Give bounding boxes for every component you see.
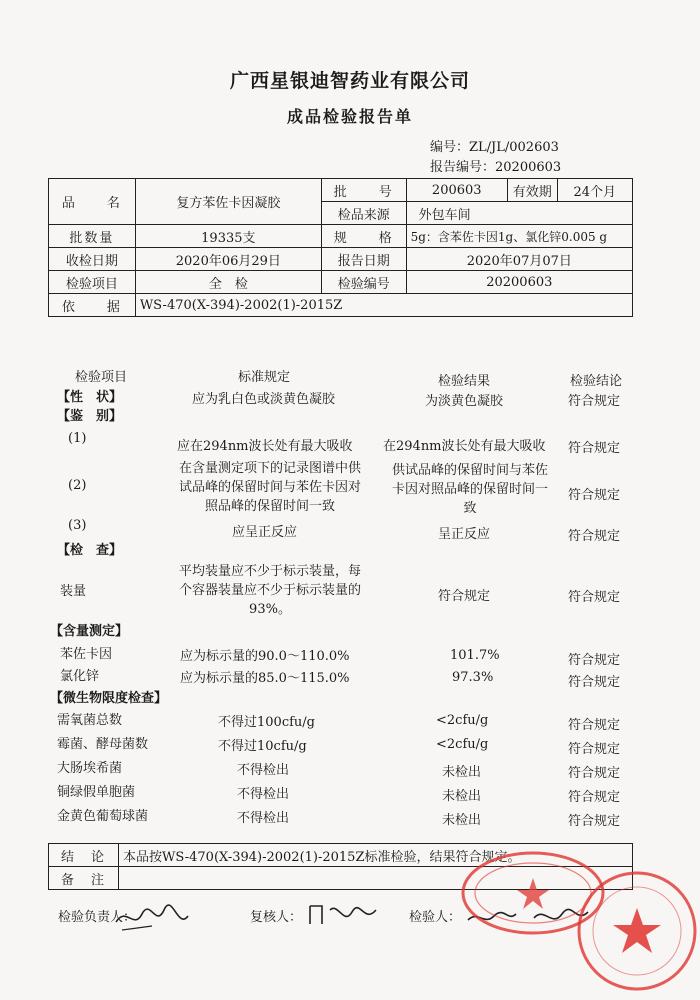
inspection-number-value: 20200603 bbox=[406, 271, 632, 294]
zinc-chloride-result: 97.3% bbox=[452, 670, 494, 685]
mold-yeast-conclusion: 符合规定 bbox=[568, 742, 621, 757]
fill-label: 装量 bbox=[60, 584, 87, 599]
ident-2-result-line-2: 卡因对照品峰的保留时间一 bbox=[391, 482, 548, 497]
batch-label: 批 号 bbox=[321, 179, 406, 202]
supervisor-signature bbox=[112, 900, 192, 936]
benzocaine-standard: 应为标示量的90.0～110.0% bbox=[180, 649, 350, 664]
aerobic-conclusion: 符合规定 bbox=[568, 718, 621, 733]
mold-yeast-result: <2cfu/g bbox=[436, 737, 489, 752]
ident-3-label: (3) bbox=[68, 518, 87, 533]
reviewer-label: 复核人： bbox=[250, 910, 303, 925]
supervisor-label: 检验负责人： bbox=[58, 910, 137, 925]
ecoli-conclusion: 符合规定 bbox=[568, 766, 621, 781]
staphylococcus-result: 未检出 bbox=[442, 813, 482, 828]
ecoli-standard: 不得检出 bbox=[237, 763, 290, 778]
ident-2-conclusion: 符合规定 bbox=[568, 488, 621, 503]
conclusion-label: 结 论 bbox=[49, 844, 119, 867]
pseudomonas-conclusion: 符合规定 bbox=[568, 790, 621, 805]
staphylococcus-standard: 不得检出 bbox=[237, 811, 290, 826]
fill-result: 符合规定 bbox=[438, 589, 491, 604]
inspection-number-label: 检验编号 bbox=[321, 271, 406, 294]
product-label: 品 名 bbox=[49, 179, 136, 225]
mold-yeast-standard: 不得过10cfu/g bbox=[218, 739, 307, 754]
ident-3-conclusion: 符合规定 bbox=[568, 529, 621, 544]
report-title: 成品检验报告单 bbox=[286, 107, 413, 126]
ident-2-result-line-3: 致 bbox=[463, 501, 477, 516]
character-conclusion: 符合规定 bbox=[568, 394, 621, 409]
quantity-label: 批数量 bbox=[49, 225, 136, 248]
aerobic-result: <2cfu/g bbox=[436, 713, 489, 728]
document-code: 编号：ZL/JL/002603 bbox=[430, 140, 559, 155]
report-date-label: 报告日期 bbox=[321, 248, 406, 271]
fill-standard-line-3: 93%。 bbox=[249, 602, 291, 617]
ident-3-standard: 应呈正反应 bbox=[232, 525, 298, 540]
ident-1-conclusion: 符合规定 bbox=[568, 441, 621, 456]
section-character: 【性 状】 bbox=[57, 390, 123, 405]
fill-standard-line-1: 平均装量应不少于标示装量，每 bbox=[178, 564, 361, 579]
fill-standard-line-2: 个容器装量应不少于标示装量的 bbox=[178, 583, 361, 598]
ident-1-standard: 应在294nm波长处有最大吸收 bbox=[177, 439, 353, 454]
benzocaine-result: 101.7% bbox=[450, 648, 500, 663]
column-conclusion: 检验结论 bbox=[570, 374, 623, 389]
character-standard: 应为乳白色或淡黄色凝胶 bbox=[192, 392, 336, 407]
staphylococcus-conclusion: 符合规定 bbox=[568, 814, 621, 829]
spec-value: 5g：含苯佐卡因1g、氯化锌0.005 g bbox=[406, 225, 632, 248]
info-table bbox=[48, 178, 633, 317]
pseudomonas-standard: 不得检出 bbox=[237, 787, 290, 802]
ident-1-label: (1) bbox=[68, 431, 87, 446]
benzocaine-conclusion: 符合规定 bbox=[568, 653, 621, 668]
section-identification: 【鉴 别】 bbox=[57, 409, 123, 424]
ident-2-standard-line-2: 试品峰的保留时间与苯佐卡因对 bbox=[178, 480, 361, 495]
aerobic-label: 需氧菌总数 bbox=[57, 713, 123, 728]
product-value: 复方苯佐卡因凝胶 bbox=[135, 179, 321, 225]
benzocaine-label: 苯佐卡因 bbox=[60, 647, 113, 662]
character-result: 为淡黄色凝胶 bbox=[425, 394, 504, 409]
staphylococcus-label: 金黄色葡萄球菌 bbox=[57, 809, 149, 824]
ident-2-result-line-1: 供试品峰的保留时间与苯佐 bbox=[391, 463, 548, 478]
zinc-chloride-label: 氯化锌 bbox=[60, 669, 100, 684]
basis-label: 依 据 bbox=[49, 294, 136, 317]
inspection-item-label: 检验项目 bbox=[49, 271, 136, 294]
remark-label: 备 注 bbox=[49, 867, 119, 890]
pseudomonas-label: 铜绿假单胞菌 bbox=[57, 785, 136, 800]
inspection-item-value: 全 检 bbox=[135, 271, 321, 294]
column-result: 检验结果 bbox=[438, 374, 491, 389]
expiry-value: 24个月 bbox=[557, 179, 633, 202]
inspector-label: 检验人： bbox=[409, 910, 462, 925]
ident-2-standard-line-3: 照品峰的保留时间一致 bbox=[204, 499, 335, 514]
ident-2-standard bbox=[160, 459, 380, 516]
spec-label: 规 格 bbox=[321, 225, 406, 248]
zinc-chloride-standard: 应为标示量的85.0～115.0% bbox=[180, 671, 350, 686]
reviewer-signature bbox=[304, 898, 384, 932]
column-item: 检验项目 bbox=[75, 370, 128, 385]
source-label: 检品来源 bbox=[321, 202, 406, 225]
expiry-label: 有效期 bbox=[507, 179, 557, 202]
source-value: 外包车间 bbox=[406, 202, 632, 225]
conclusion-text: 本品按WS-470(X-394)-2002(1)-2015Z标准检验，结果符合规定。 bbox=[119, 844, 633, 867]
ident-3-result: 呈正反应 bbox=[438, 527, 491, 542]
aerobic-standard: 不得过100cfu/g bbox=[218, 715, 315, 730]
receive-date-label: 收检日期 bbox=[49, 248, 136, 271]
section-check: 【检 查】 bbox=[57, 543, 123, 558]
section-microbial: 【微生物限度检查】 bbox=[50, 691, 168, 706]
batch-value: 200603 bbox=[406, 179, 507, 202]
column-standard: 标准规定 bbox=[238, 370, 291, 385]
quantity-value: 19335支 bbox=[135, 225, 321, 248]
zinc-chloride-conclusion: 符合规定 bbox=[568, 675, 621, 690]
ident-2-standard-line-1: 在含量测定项下的记录图谱中供 bbox=[178, 461, 361, 476]
fill-conclusion: 符合规定 bbox=[568, 590, 621, 605]
report-date-value: 2020年07月07日 bbox=[406, 248, 632, 271]
mold-yeast-label: 霉菌、酵母菌数 bbox=[57, 737, 149, 752]
report-number: 报告编号：20200603 bbox=[430, 160, 562, 175]
company-name: 广西星银迪智药业有限公司 bbox=[229, 70, 470, 92]
fill-standard bbox=[160, 562, 380, 619]
ident-1-result: 在294nm波长处有最大吸收 bbox=[383, 439, 546, 454]
ident-2-label: (2) bbox=[68, 478, 87, 493]
pseudomonas-result: 未检出 bbox=[442, 789, 482, 804]
section-assay: 【含量测定】 bbox=[50, 624, 129, 639]
basis-value: WS-470(X-394)-2002(1)-2015Z bbox=[135, 294, 632, 317]
receive-date-value: 2020年06月29日 bbox=[135, 248, 321, 271]
ecoli-label: 大肠埃希菌 bbox=[57, 761, 123, 776]
ident-2-result bbox=[375, 461, 565, 518]
ecoli-result: 未检出 bbox=[442, 765, 482, 780]
hospital-seal bbox=[574, 868, 700, 994]
